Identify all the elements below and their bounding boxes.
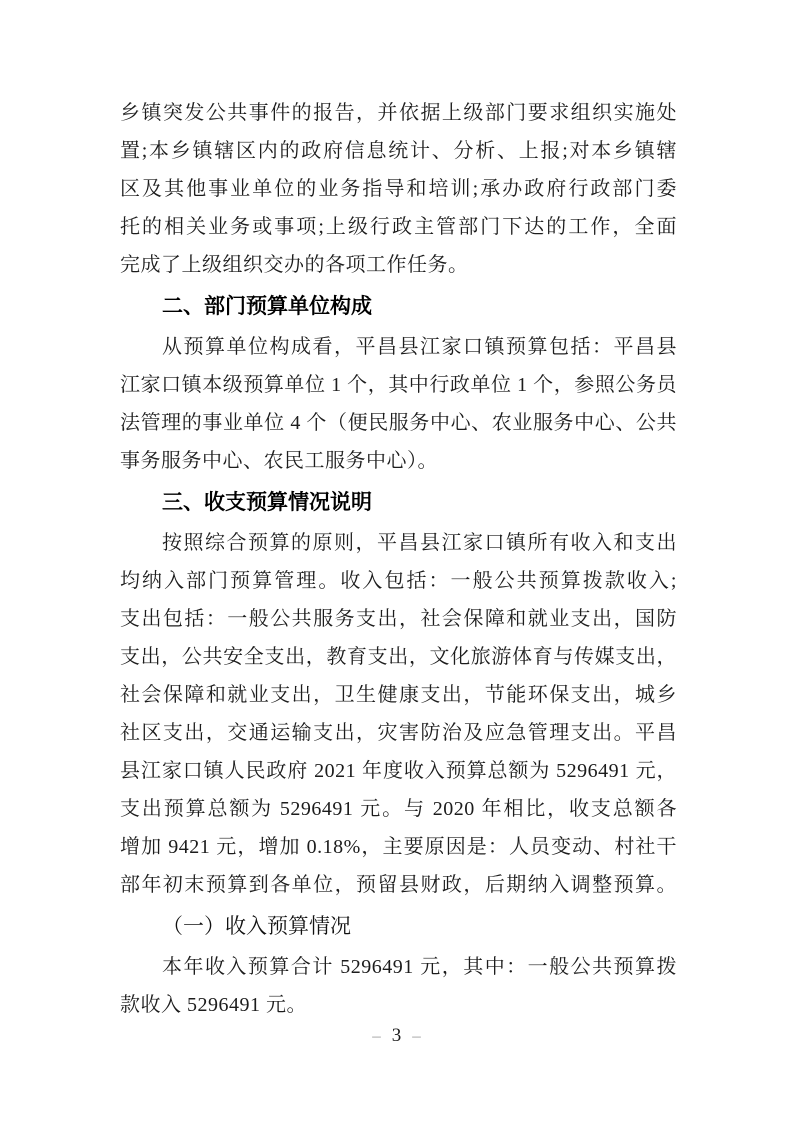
- page-content: [120, 94, 677, 1024]
- body-line: 社会保障和就业支出，卫生健康支出，节能环保支出，城乡: [120, 684, 677, 706]
- body-line: 部年初末预算到各单位，预留县财政，后期纳入调整预算。: [120, 874, 677, 896]
- footer-dash-left: –: [372, 1026, 381, 1045]
- body-line: 社区支出，交通运输支出，灾害防治及应急管理支出。平昌: [120, 722, 677, 744]
- paragraph-budget-overview: [120, 524, 677, 904]
- body-line: 款收入 5296491 元。: [120, 994, 307, 1016]
- body-line: 乡镇突发公共事件的报告，并依据上级部门要求组织实施处: [120, 102, 677, 124]
- body-line: 区及其他事业单位的业务指导和培训;承办政府行政部门委: [120, 178, 677, 200]
- body-line: 按照综合预算的原则，平昌县江家口镇所有收入和支出: [162, 532, 677, 554]
- body-line: 县江家口镇人民政府 2021 年度收入预算总额为 5296491 元，: [120, 760, 677, 782]
- body-line: 置;本乡镇辖区内的政府信息统计、分析、上报;对本乡镇辖: [120, 140, 677, 162]
- footer-dash-right: –: [412, 1026, 421, 1045]
- body-line: 完成了上级组织交办的各项工作任务。: [120, 254, 469, 276]
- body-line: 本年收入预算合计 5296491 元，其中：一般公共预算拨: [162, 956, 677, 978]
- page-footer: [0, 1024, 793, 1048]
- section-heading-budget-unit-composition: 二、部门预算单位构成: [162, 295, 372, 318]
- body-line: 事务服务中心、农民工服务中心）。: [120, 450, 438, 472]
- paragraph-budget-units: [120, 328, 677, 480]
- body-line: 江家口镇本级预算单位 1 个，其中行政单位 1 个，参照公务员: [120, 374, 677, 396]
- paragraph-duties-continued: [120, 94, 677, 284]
- subsection-heading-revenue-budget: （一）收入预算情况: [162, 915, 351, 938]
- body-line: 支出包括：一般公共服务支出，社会保障和就业支出，国防: [120, 608, 677, 630]
- body-line: 增加 9421 元，增加 0.18%，主要原因是：人员变动、村社干: [120, 836, 677, 858]
- body-line: 法管理的事业单位 4 个（便民服务中心、农业服务中心、公共: [120, 412, 677, 434]
- section-heading-revenue-expenditure-explanation: 三、收支预算情况说明: [162, 491, 372, 514]
- body-line: 支出，公共安全支出，教育支出，文化旅游体育与传媒支出，: [120, 646, 677, 668]
- body-line: 均纳入部门预算管理。收入包括：一般公共预算拨款收入;: [120, 570, 677, 592]
- body-line: 托的相关业务或事项;上级行政主管部门下达的工作，全面: [120, 216, 677, 238]
- body-line: 从预算单位构成看，平昌县江家口镇预算包括：平昌县: [162, 336, 677, 358]
- body-line: 支出预算总额为 5296491 元。与 2020 年相比，收支总额各: [120, 798, 677, 820]
- page-number: 3: [391, 1025, 402, 1046]
- paragraph-revenue-total: [120, 948, 677, 1024]
